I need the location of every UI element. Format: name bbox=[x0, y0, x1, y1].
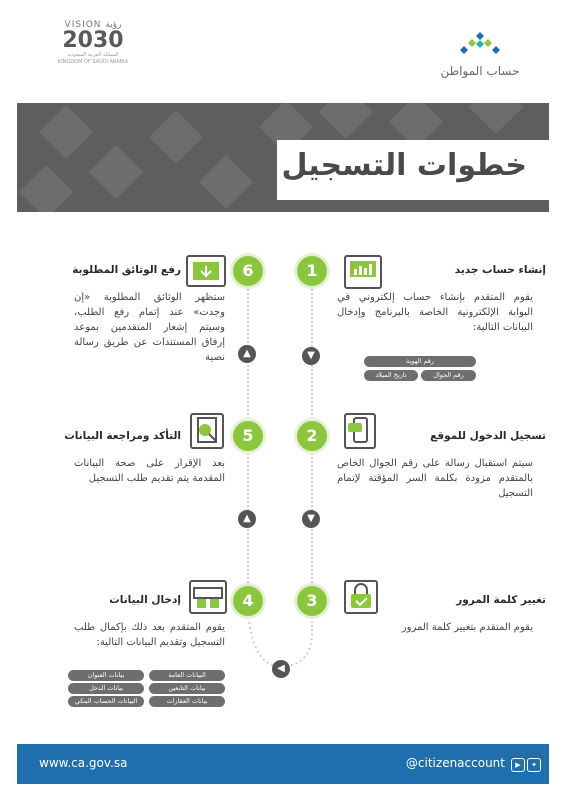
field-pill: بيانات العقارات bbox=[149, 696, 225, 707]
step-number-2: 2 bbox=[297, 421, 327, 451]
field-pill: بيانات العنوان bbox=[68, 670, 144, 681]
step-title-3: تغيير كلمة المرور bbox=[456, 594, 546, 606]
program-name: حساب المواطن bbox=[440, 64, 520, 78]
step-title-1: إنشاء حساب جديد bbox=[454, 264, 546, 276]
lock-check-icon bbox=[344, 580, 378, 614]
step-text-4: يقوم المتقدم بعد ذلك بإكمال طلب التسجيل وتقديم البيانات التالية: bbox=[74, 622, 225, 648]
step-number-6: 6 bbox=[233, 256, 263, 286]
step-number-4: 4 bbox=[233, 586, 263, 616]
decor-tile bbox=[469, 103, 523, 134]
decor-tile bbox=[19, 165, 73, 212]
field-pill: رقم الجوال bbox=[421, 370, 476, 381]
field-pill: رقم الهوية bbox=[364, 356, 476, 367]
step-text-3: يقوم المتقدم بتغيير كلمة المرور bbox=[401, 622, 533, 633]
footer-bar bbox=[17, 744, 549, 784]
chevron-up-icon: ▲ bbox=[238, 345, 256, 363]
vision-sub-en: KINGDOM OF SAUDI ARABIA bbox=[57, 59, 129, 65]
field-pill: البيانات العامة bbox=[149, 670, 225, 681]
chevron-left-icon: ◀ bbox=[272, 660, 290, 678]
decor-tile bbox=[149, 110, 203, 164]
keyboard-hands-icon bbox=[189, 580, 227, 614]
page-title: خطوات التسجيل bbox=[281, 148, 527, 183]
youtube-icon[interactable]: ▶ bbox=[511, 758, 525, 772]
social-handle[interactable]: @citizenaccount bbox=[405, 756, 505, 770]
step-title-4: إدخال البيانات bbox=[109, 594, 181, 606]
title-box bbox=[277, 140, 549, 200]
field-pill: بيانات الدخل bbox=[68, 683, 144, 694]
timeline-rail-right bbox=[311, 286, 313, 631]
step-number-5: 5 bbox=[233, 421, 263, 451]
chevron-up-icon: ▲ bbox=[238, 510, 256, 528]
decor-tile bbox=[199, 155, 253, 209]
step-text-2: سيتم استقبال رسالة على رقم الجوال الخاص بالمتقدم مزودة بكلمة السر المؤقتة لإتمام التسجيل bbox=[337, 458, 533, 499]
decor-tile bbox=[39, 105, 93, 159]
vision-label: VISION رؤية bbox=[64, 20, 122, 30]
vision-sub-ar: المملكة العربية السعودية bbox=[67, 52, 119, 58]
decor-tile bbox=[89, 145, 143, 199]
citizen-account-mark-icon bbox=[460, 30, 500, 56]
website-link[interactable]: www.ca.gov.sa bbox=[39, 756, 128, 770]
step-text-6: ستظهر الوثائق المطلوبة «إن وجدت» عند إتمام رفع الطلب، وسيتم إشعار المتقدمين بموعد إرفاق المستندات عن طريق رسالة نصية bbox=[74, 292, 225, 363]
step-number-1: 1 bbox=[297, 256, 327, 286]
monitor-chart-icon bbox=[344, 255, 382, 289]
step-number-3: 3 bbox=[297, 586, 327, 616]
step-title-5: التأكد ومراجعة البيانات bbox=[64, 430, 181, 442]
mobile-message-icon bbox=[344, 413, 376, 449]
folder-upload-icon bbox=[186, 255, 226, 287]
vision-year: 2030 bbox=[62, 28, 124, 53]
step-title-2: تسجيل الدخول للموقع bbox=[430, 430, 546, 442]
decor-tile bbox=[319, 103, 373, 139]
field-pill: البيانات الحساب البنكي bbox=[68, 696, 144, 707]
citizen-account-logo bbox=[430, 30, 530, 85]
twitter-icon[interactable]: ✦ bbox=[527, 758, 541, 772]
chevron-down-icon: ▼ bbox=[302, 347, 320, 365]
title-banner bbox=[17, 103, 549, 212]
step-text-5: بعد الإقرار على صحة البيانات المقدمة يتم تقديم طلب التسجيل bbox=[74, 458, 225, 484]
field-pill: بيانات التابعين bbox=[149, 683, 225, 694]
vision-2030-logo bbox=[48, 20, 138, 80]
field-pill: تاريخ الميلاد bbox=[364, 370, 418, 381]
chevron-down-icon: ▼ bbox=[302, 510, 320, 528]
step-title-6: رفع الوثائق المطلوبة bbox=[72, 264, 181, 276]
document-magnifier-icon bbox=[190, 413, 224, 449]
step-text-1: يقوم المتقدم بإنشاء حساب إلكتروني في البوابة الإلكترونية الخاصة بالبرنامج وإدخال البيانات التالية: bbox=[337, 292, 533, 333]
